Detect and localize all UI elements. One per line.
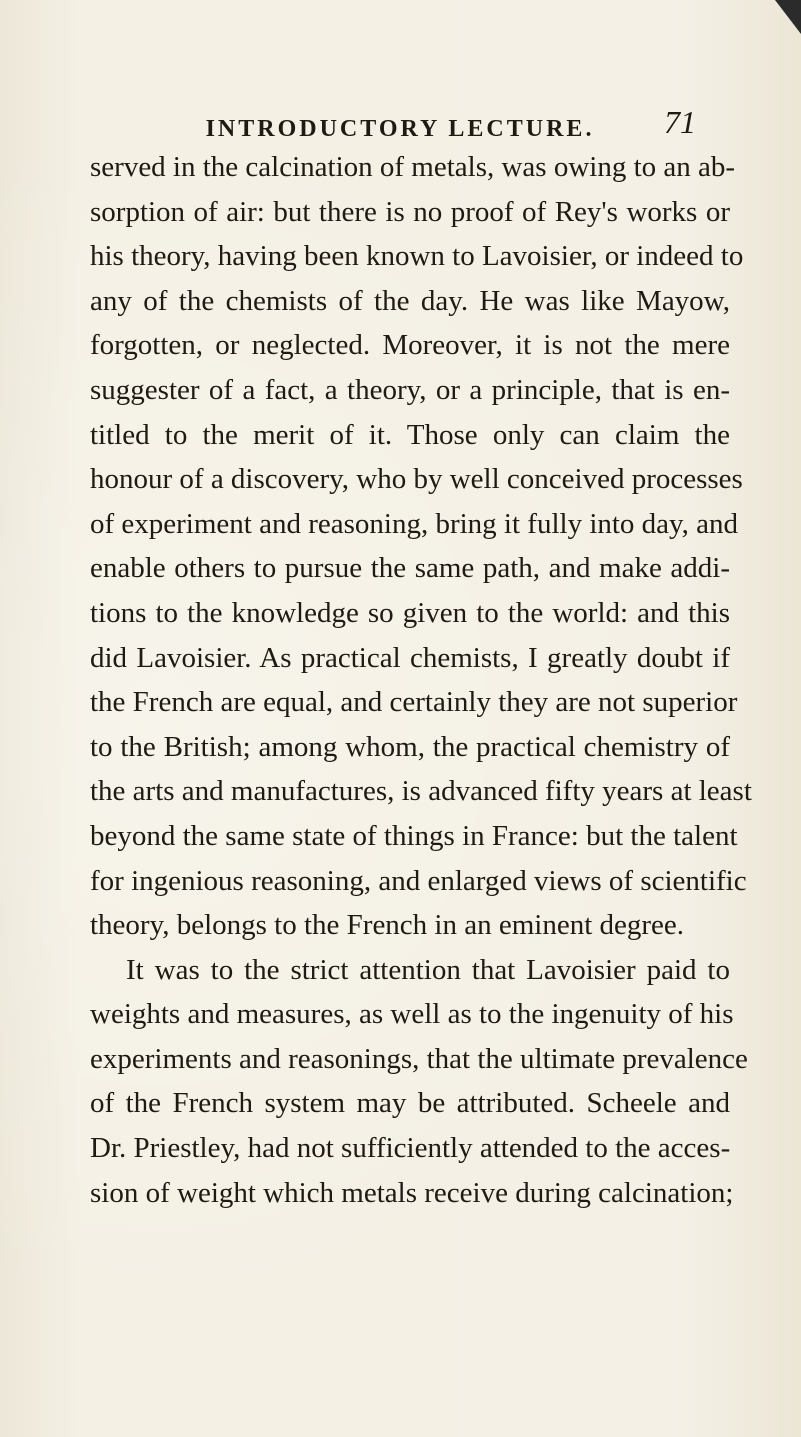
- text-line: beyond the same state of things in France: but the talent: [90, 819, 738, 852]
- text-line: Dr. Priestley, had not sufficiently attended to the acces-: [90, 1132, 731, 1165]
- running-head: INTRODUCTORY LECTURE.: [205, 116, 595, 142]
- text-line: for ingenious reasoning, and enlarged views of scientific: [90, 864, 747, 897]
- text-line: sion of weight which metals receive during calcination;: [90, 1176, 734, 1209]
- text-line: enable others to pursue the same path, and make addi-: [90, 552, 730, 585]
- text-line: experiments and reasonings, that the ultimate prevalence: [90, 1042, 748, 1075]
- text-line: served in the calcination of metals, was owing to an ab-: [90, 151, 736, 183]
- text-line: the arts and manufactures, is advanced fifty years at least: [90, 775, 752, 808]
- text-line: of the French system may be attributed. Scheele and: [90, 1087, 730, 1120]
- text-line: weights and measures, as well as to the ingenuity of his: [90, 998, 734, 1031]
- text-line: of experiment and reasoning, bring it fully into day, and: [90, 507, 739, 540]
- text-line: any of the chemists of the day. He was like Mayow,: [90, 284, 730, 317]
- text-line: theory, belongs to the French in an eminent degree.: [90, 909, 685, 942]
- text-line: to the British; among whom, the practical chemistry of: [90, 730, 730, 763]
- text-line: his theory, having been known to Lavoisier, or indeed to: [90, 240, 744, 273]
- text-line: the French are equal, and certainly they are not superior: [90, 686, 738, 719]
- text-line: titled to the merit of it. Those only can claim the: [90, 418, 730, 451]
- text-line: forgotten, or neglected. Moreover, it is not the mere: [90, 329, 730, 362]
- body-text: [90, 145, 752, 1215]
- text-line: It was to the strict attention that Lavoisier paid to: [126, 953, 730, 986]
- text-line: sorption of air: but there is no proof of Rey's works or: [90, 195, 730, 228]
- text-line: tions to the knowledge so given to the world: and this: [90, 596, 730, 629]
- text-line: did Lavoisier. As practical chemists, I greatly doubt if: [90, 641, 730, 674]
- page-number: 71: [664, 104, 696, 140]
- text-line: suggester of a fact, a theory, or a principle, that is en-: [90, 373, 730, 406]
- text-line: honour of a discovery, who by well conceived processes: [90, 463, 743, 496]
- scan-corner-mark: [775, 0, 801, 34]
